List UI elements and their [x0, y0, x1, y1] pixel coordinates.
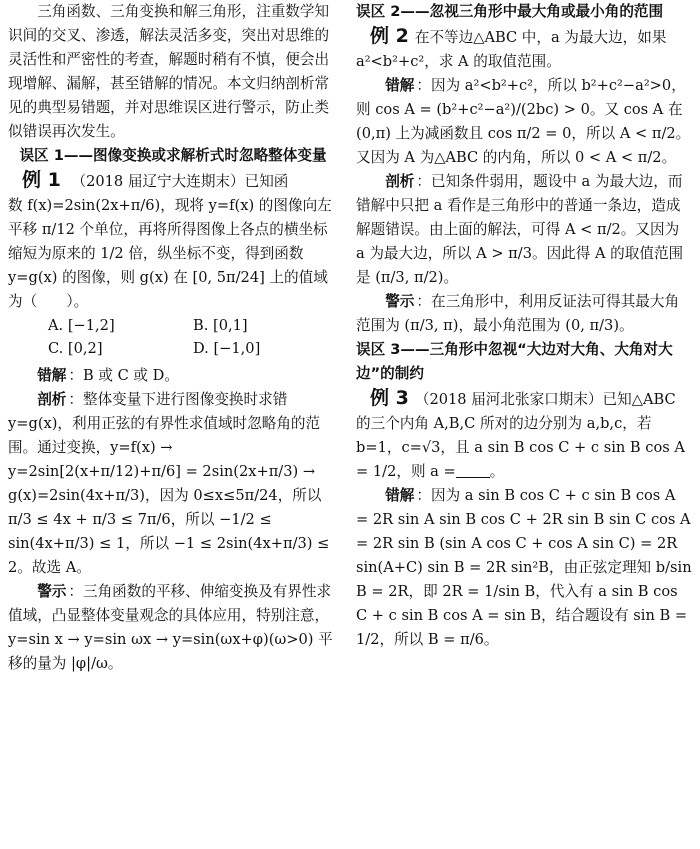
analysis-2-paragraph: [356, 170, 692, 290]
error-2-label: 错解: [385, 77, 415, 94]
option-c: C. [0,2]: [48, 340, 103, 357]
answer-blank: [456, 461, 490, 478]
section-1-heading: 误区 1——图像变换或求解析式时忽略整体变量: [19, 147, 327, 164]
example-3-text: （2018 届河北张家口期末）已知△ABC 的三个内角 A,B,C 所对的边分别为 a,b,c，若 b=1，c=√3，且 a sin B cos C + c sin B cos A = 1/2，则 a =: [356, 391, 685, 480]
error-3-text: ：因为 a sin B cos C + c sin B cos A = 2R sin A sin B cos C + 2R sin B sin C cos A = 2R sin B (sin A cos C + cos A sin C) = 2R sin(A+C) sin B = 2R sin²B，由正弦定理知 b/sin B = 2R，即 2R = 1/sin B，代入有 a sin B cos C + c sin B cos A = sin B，结合题设有 sin B = 1/2，所以 B = π/6。: [356, 487, 692, 648]
example-1-source: （2018 届辽宁大连期末）已知函: [71, 173, 289, 190]
example-1-line: [8, 168, 338, 194]
warning-2-label: 警示: [385, 293, 415, 310]
error-1-label: 错解: [37, 367, 67, 384]
analysis-2-label: 剖析: [385, 173, 415, 190]
example-3-end: 。: [489, 463, 505, 480]
example-2-text: 在不等边△ABC 中，a 为最大边，如果 a²<b²+c²，求 A 的取值范围。: [356, 29, 667, 70]
error-1-paragraph: [8, 364, 338, 388]
example-2-label: 例 2: [370, 25, 409, 47]
warning-1-text: ：三角函数的平移、伸缩变换及有界性求值域，凸显整体变量观念的具体应用，特别注意，y=sin x → y=sin ωx → y=sin(ωx+φ)(ω>0) 平移的量为 |φ|/ω。: [8, 583, 333, 672]
error-3-label: 错解: [385, 487, 415, 504]
intro-paragraph: 三角函数、三角变换和解三角形，注重数学知识间的交叉、渗透，解法灵活多变，突出对思维的灵活性和严密性的考查，解题时稍有不慎，便会出现增解、漏解，甚至错解的情况。本文归纳剖析常见的典型易错题，并对思维误区进行警示，防止类似错误再次发生。: [8, 3, 330, 140]
warning-2-text: ：在三角形中，利用反证法可得其最大角范围为 (π/3, π)，最小角范围为 (0, π/3)。: [356, 293, 680, 334]
option-a: A. [−1,2]: [48, 317, 115, 334]
analysis-1-label: 剖析: [37, 391, 67, 408]
example-1-label: 例 1: [22, 169, 61, 191]
answer-options: [8, 314, 338, 360]
option-b: B. [0,1]: [193, 317, 248, 334]
section-2-heading: 误区 2——忽视三角形中最大角或最小角的范围: [356, 3, 664, 20]
right-column: [356, 0, 692, 849]
option-d: D. [−1,0]: [193, 340, 261, 357]
example-1-text: 数 f(x)=2sin(2x+π/6)，现将 y=f(x) 的图像向左平移 π/12 个单位，再将所得图像上各点的横坐标缩短为原来的 1/2 倍，纵坐标不变，得到函数 y=g(x) 的图像，则 g(x) 在 [0, 5π/24] 上的值域为（ ）。: [8, 197, 332, 310]
error-2-paragraph: [356, 74, 692, 170]
example-3-paragraph: [356, 386, 692, 484]
error-3-paragraph: [356, 484, 692, 652]
example-2-paragraph: [356, 24, 692, 74]
left-column: [8, 0, 338, 849]
error-1-text: ：B 或 C 或 D。: [68, 367, 179, 384]
example-3-label: 例 3: [370, 387, 409, 409]
error-2-text: ：因为 a²<b²+c²，所以 b²+c²−a²>0，则 cos A = (b²+c²−a²)/(2bc) > 0。又 cos A 在 (0,π) 上为减函数且 cos π/2 = 0，所以 A < π/2。又因为 A 为△ABC 的内角，所以 0 < A < π/2。: [356, 77, 691, 166]
section-3-heading: 误区 3——三角形中忽视“大边对大角、大角对大边”的制约: [356, 341, 673, 382]
analysis-2-text: ：已知条件弱用，题设中 a 为最大边，而错解中只把 a 看作是三角形中的普通一条边，造成解题错误。由上面的解法，可得 A < π/2。又因为 a 为最大边，所以 A > π/3。因此得 A 的取值范围是 (π/3, π/2)。: [356, 173, 684, 286]
warning-1-paragraph: [8, 580, 338, 676]
warning-2-paragraph: [356, 290, 692, 338]
analysis-1-paragraph: [8, 388, 338, 580]
warning-1-label: 警示: [37, 583, 67, 600]
analysis-1-text: ：整体变量下进行图像变换时求错 y=g(x)，利用正弦的有界性求值域时忽略角的范围。通过变换，y=f(x) → y=2sin[2(x+π/12)+π/6] = 2sin(2x+π/3) → g(x)=2sin(4x+π/3)，因为 0≤x≤5π/24，所以 π/3 ≤ 4x + π/3 ≤ 7π/6，所以 −1/2 ≤ sin(4x+π/3) ≤ 1，所以 −1 ≤ 2sin(4x+π/3) ≤ 2。故选 A。: [8, 391, 330, 576]
